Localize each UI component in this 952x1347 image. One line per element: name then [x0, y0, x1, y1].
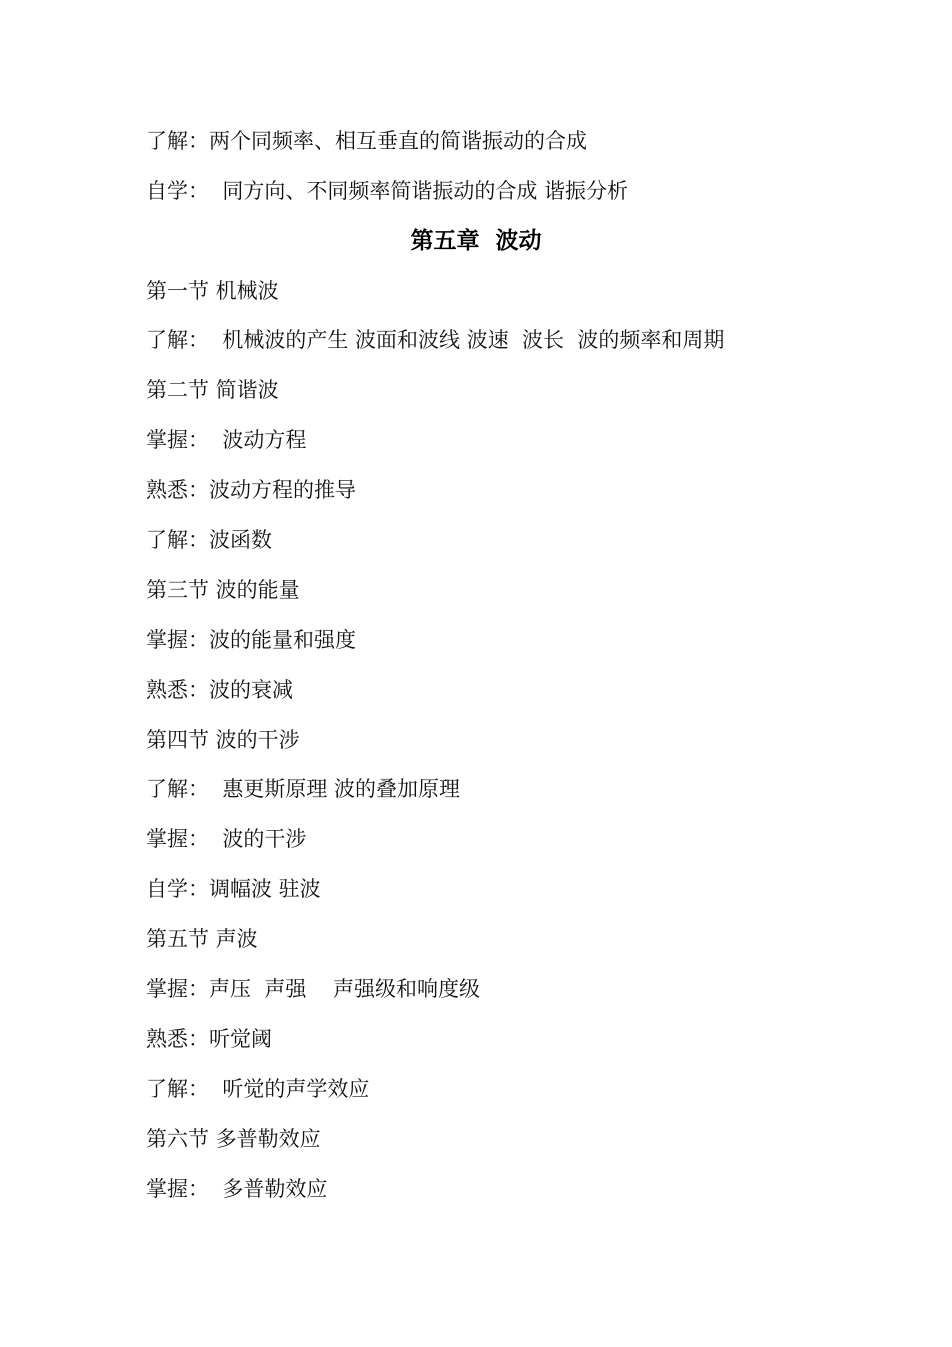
section-heading: 第三节 波的能量: [146, 578, 300, 602]
text-line: 了解： 惠更斯原理 波的叠加原理: [146, 777, 461, 801]
text-line: 了解： 听觉的声学效应: [146, 1077, 370, 1101]
text-line: 了解：波函数: [146, 528, 272, 552]
text-line: 掌握： 多普勒效应: [146, 1177, 328, 1201]
text-line: 了解：两个同频率、相互垂直的简谐振动的合成: [146, 129, 587, 153]
text-line: 掌握： 波动方程: [146, 428, 307, 452]
text-line: 了解： 机械波的产生 波面和波线 波速 波长 波的频率和周期: [146, 328, 725, 352]
text-line: 熟悉：波动方程的推导: [146, 478, 356, 502]
section-heading: 第五节 声波: [146, 927, 258, 951]
text-line: 掌握：声压 声强 声强级和响度级: [146, 977, 481, 1001]
text-line: 自学： 同方向、不同频率简谐振动的合成 谐振分析: [146, 179, 629, 203]
text-line: 自学：调幅波 驻波: [146, 877, 321, 901]
section-heading: 第四节 波的干涉: [146, 728, 300, 752]
text-line: 熟悉：波的衰减: [146, 678, 293, 702]
text-line: 掌握：波的能量和强度: [146, 628, 356, 652]
text-line: 熟悉：听觉阈: [146, 1027, 272, 1051]
section-heading: 第六节 多普勒效应: [146, 1127, 321, 1151]
text-line: 掌握： 波的干涉: [146, 827, 307, 851]
section-heading: 第一节 机械波: [146, 279, 279, 303]
section-heading: 第二节 简谐波: [146, 378, 279, 402]
chapter-title: 第五章 波动: [410, 227, 542, 254]
